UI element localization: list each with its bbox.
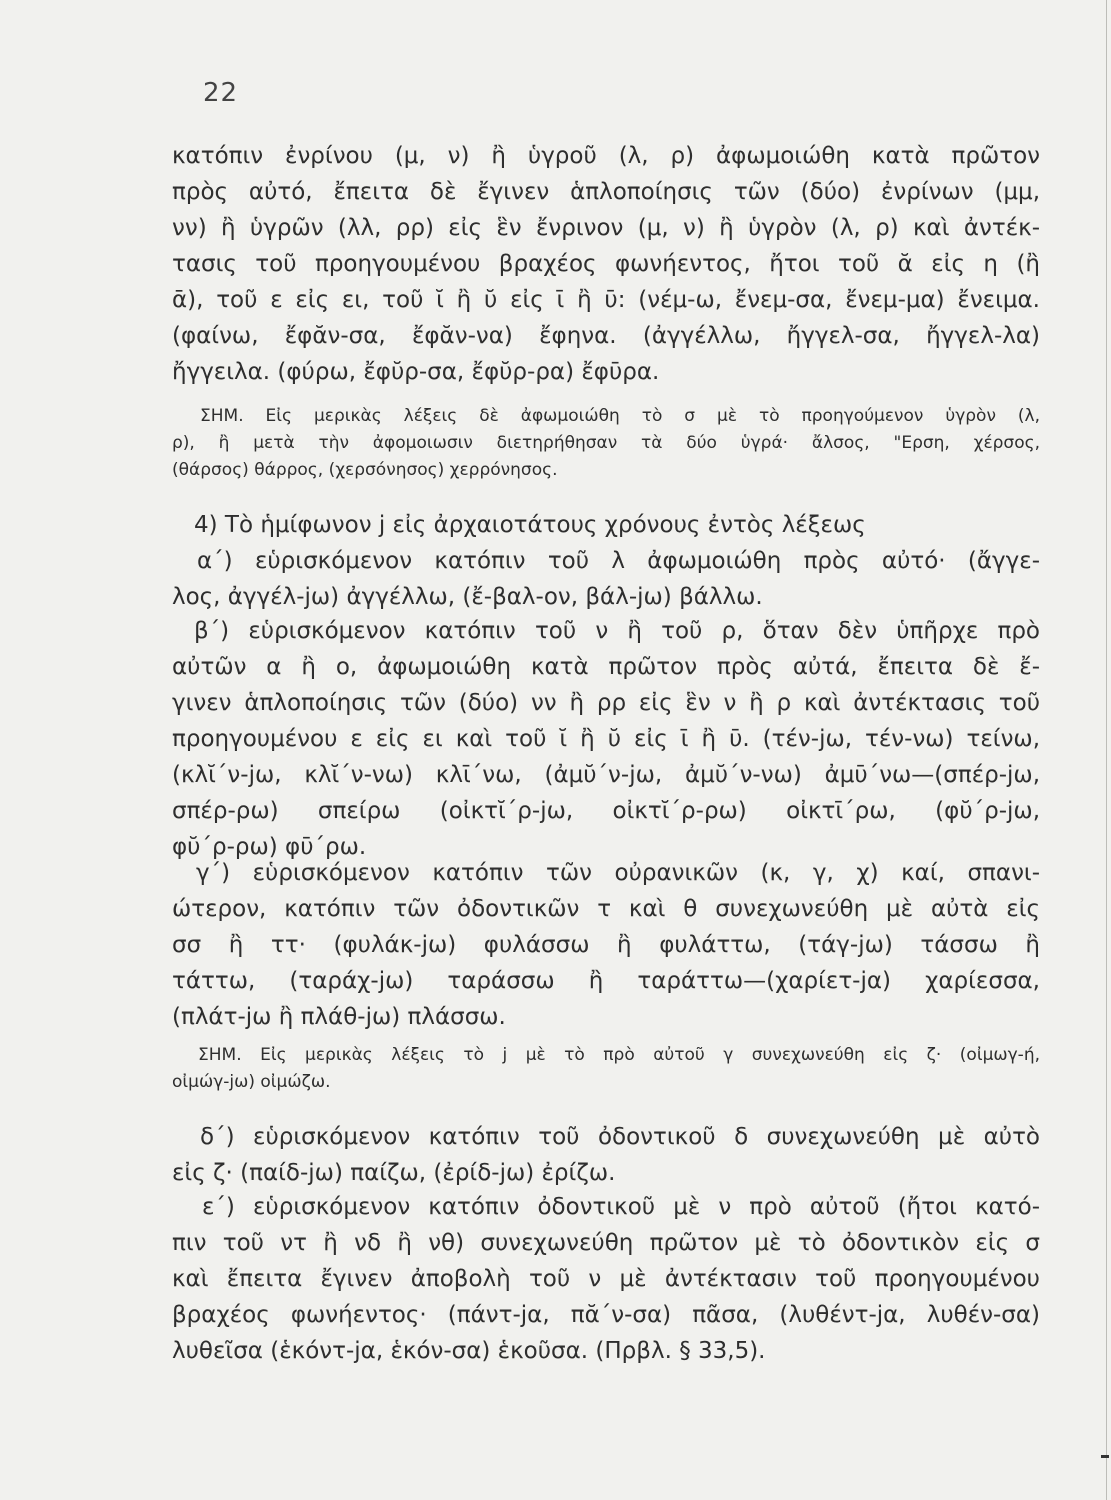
text-line: γ΄) εὑρισκόμενον κατόπιν τῶν οὐρανικῶν (κ, γ, χ) καί, σπανι-: [196, 860, 1040, 886]
text-line: τασις τοῦ προηγουμένου βραχέος φωνήεντος, ἤτοι τοῦ ᾰ εἰς η (ἢ: [172, 251, 1040, 277]
text-line: προηγουμένου ε εἰς ει καὶ τοῦ ῐ ἢ ῠ εἰς ῑ ἢ ῡ. (τέν-jω, τέν-νω) τείνω,: [172, 726, 1040, 752]
text-line: (πλάτ-jω ἢ πλάθ-jω) πλάσσω.: [172, 1004, 506, 1030]
paragraph-2: [172, 507, 1040, 615]
text-line: β΄) εὑρισκόμενον κατόπιν τοῦ ν ἢ τοῦ ρ, ὅταν δὲν ὑπῆρχε πρὸ: [194, 618, 1040, 644]
text-line: σπέρ-ρω) σπείρω (οἰκτῐ΄ρ-jω, οἰκτῐ΄ρ-ρω) οἰκτῑ΄ρω, (φῠ΄ρ-jω,: [172, 798, 1040, 824]
text-line: βραχέος φωνήεντος· (πάντ-jα, πᾰ΄ν-σα) πᾶσα, (λυθέντ-jα, λυθέν-σα): [172, 1302, 1040, 1328]
text-line: πιν τοῦ ντ ἢ νδ ἢ νθ) συνεχωνεύθη πρῶτον μὲ τὸ ὀδοντικὸν εἰς σ: [172, 1230, 1040, 1256]
text-line: λυθεῖσα (ἑκόντ-jα, ἑκόν-σα) ἑκοῦσα. (Πρβλ. § 33,5).: [172, 1338, 766, 1364]
paragraph-4: [172, 855, 1040, 1035]
note-2: [172, 1042, 1040, 1096]
text-line: εἰς ζ· (παίδ-jω) παίζω, (ἐρίδ-jω) ἐρίζω.: [172, 1160, 616, 1186]
text-line: καὶ ἔπειτα ἔγινεν ἀποβολὴ τοῦ ν μὲ ἀντέκτασιν τοῦ προηγουμένου: [172, 1266, 1040, 1292]
text-line: ἤγγειλα. (φύρω, ἔφῠρ-σα, ἔφῠρ-ρα) ἔφῡρα.: [172, 359, 660, 385]
text-line: κατόπιν ἐνρίνου (μ, ν) ἢ ὑγροῦ (λ, ρ) ἀφωμοιώθη κατὰ πρῶτον: [172, 143, 1040, 169]
text-line: τάττω, (ταράχ-jω) ταράσσω ἢ ταράττω—(χαρίετ-jα) χαρίεσσα,: [172, 968, 1040, 994]
paragraph-1: [172, 138, 1040, 390]
text-line: λος, ἀγγέλ-jω) ἀγγέλλω, (ἔ-βαλ-ον, βάλ-jω) βάλλω.: [172, 584, 763, 610]
text-line: πρὸς αὐτό, ἔπειτα δὲ ἔγινεν ἁπλοποίησις τῶν (δύο) ἐνρίνων (μμ,: [172, 179, 1040, 205]
text-line: φῠ΄ρ-ρω) φῡ΄ρω.: [172, 834, 367, 860]
text-line: νν) ἢ ὑγρῶν (λλ, ρρ) εἰς ἓν ἔνρινον (μ, ν) ἢ ὑγρὸν (λ, ρ) καὶ ἀντέκ-: [172, 215, 1040, 241]
page-number: 22: [203, 78, 239, 108]
text-line: α΄) εὑρισκόμενον κατόπιν τοῦ λ ἀφωμοιώθη πρὸς αὐτό· (ἄγγε-: [197, 548, 1040, 574]
note-line: ρ), ἢ μετὰ τὴν ἀφομοιωσιν διετηρήθησαν τὰ δύο ὑγρά· ἄλσος, "Ερση, χέρσος,: [172, 433, 1040, 453]
note-line: ΣΗΜ. Εἰς μερικὰς λέξεις τὸ j μὲ τὸ πρὸ αὐτοῦ γ συνεχωνεύθη εἰς ζ· (οἰμωγ-ή,: [198, 1045, 1040, 1065]
note-line: οἰμώγ-jω) οἰμώζω.: [172, 1072, 331, 1092]
text-line: ώτερον, κατόπιν τῶν ὀδοντικῶν τ καὶ θ συνεχωνεύθη μὲ αὐτὰ εἰς: [172, 896, 1040, 922]
note-1: [172, 403, 1040, 484]
text-line: (φαίνω, ἔφᾰν-σα, ἔφᾰν-να) ἔφηνα. (ἀγγέλλω, ἤγγελ-σα, ἤγγελ-λα): [172, 323, 1040, 349]
text-line: αὐτῶν α ἢ ο, ἀφωμοιώθη κατὰ πρῶτον πρὸς αὐτά, ἔπειτα δὲ ἔ-: [172, 654, 1040, 680]
text-line: ε΄) εὑρισκόμενον κατόπιν ὀδοντικοῦ μὲ ν πρὸ αὐτοῦ (ἤτοι κατό-: [202, 1194, 1040, 1220]
text-line: ᾱ), τοῦ ε εἰς ει, τοῦ ῐ ἢ ῠ εἰς ῑ ἢ ῡ: (νέμ-ω, ἔνεμ-σα, ἔνεμ-μα) ἔνειμα.: [172, 287, 1040, 313]
page-edge-line: [1106, 0, 1107, 1500]
paragraph-5: [172, 1119, 1040, 1191]
text-line: σσ ἢ ττ· (φυλάκ-jω) φυλάσσω ἢ φυλάττω, (τάγ-jω) τάσσω ἢ: [172, 932, 1040, 958]
text-line: 4) Τὸ ἡμίφωνον j εἰς ἀρχαιοτάτους χρόνους ἐντὸς λέξεως: [194, 512, 866, 538]
page-edge-mark: [1101, 1455, 1109, 1458]
text-line: δ΄) εὑρισκόμενον κατόπιν τοῦ ὀδοντικοῦ δ συνεχωνεύθη μὲ αὐτὸ: [200, 1124, 1040, 1150]
paragraph-3: [172, 613, 1040, 865]
note-line: (θάρσος) θάρρος, (χερσόνησος) χερρόνησος.: [172, 460, 558, 480]
note-line: ΣΗΜ. Εἰς μερικὰς λέξεις δὲ ἀφωμοιώθη τὸ σ μὲ τὸ προηγούμενον ὑγρὸν (λ,: [200, 406, 1040, 426]
paragraph-6: [172, 1189, 1040, 1369]
text-line: γινεν ἁπλοποίησις τῶν (δύο) νν ἢ ρρ εἰς ἓν ν ἢ ρ καὶ ἀντέκτασις τοῦ: [172, 690, 1040, 716]
text-line: (κλῐ΄ν-jω, κλῐ΄ν-νω) κλῑ΄νω, (ἀμῠ΄ν-jω, ἀμῠ΄ν-νω) ἀμῡ΄νω—(σπέρ-jω,: [172, 762, 1040, 788]
